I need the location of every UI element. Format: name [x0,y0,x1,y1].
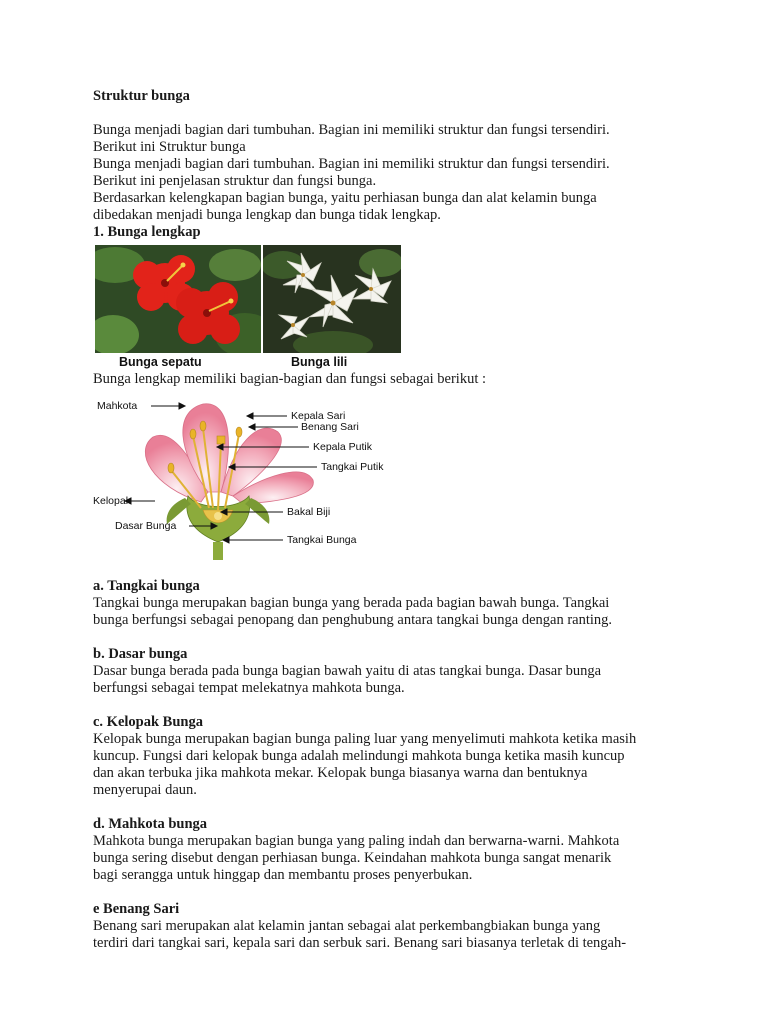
label-kepala-putik: Kepala Putik [313,441,372,453]
section-line: dan akan terbuka jika mahkota mekar. Kelopak bunga biasanya warna dan bentuknya [93,765,588,781]
hibiscus-photo [95,245,261,353]
section-heading: e Benang Sari [93,901,180,917]
lily-photo [263,245,401,353]
flower-photos [93,245,403,371]
intro-line: dibedakan menjadi bunga lengkap dan bunga tidak lengkap. [93,207,441,223]
section-line: bagi serangga untuk hinggap dan membantu proses penyerbukan. [93,867,473,883]
label-tangkai-putik: Tangkai Putik [321,461,384,473]
section-line: berfungsi sebagai tempat melekatnya mahkota bunga. [93,680,405,696]
section-heading: d. Mahkota bunga [93,816,208,832]
label-tangkai-bunga: Tangkai Bunga [287,534,357,546]
section-line: bunga sering disebut dengan perhiasan bunga. Keindahan mahkota bunga sangat menarik [93,850,612,866]
section-line: Dasar bunga berada pada bunga bagian bawah yaitu di atas tangkai bunga. Dasar bunga [93,663,602,679]
section-heading: b. Dasar bunga [93,646,188,662]
intro-line: Berikut ini Struktur bunga [93,139,246,155]
section-line: terdiri dari tangkai sari, kepala sari dan serbuk sari. Benang sari biasanya terletak di tengah- [93,935,627,951]
photo-caption-lily: Bunga lili [291,355,348,369]
section-line: kuncup. Fungsi dari kelopak bunga adalah melindungi mahkota bunga ketika masih kuncup [93,748,625,764]
section-heading-bunga-lengkap: 1. Bunga lengkap [93,224,201,240]
intro-line: Bunga menjadi bagian dari tumbuhan. Bagian ini memiliki struktur dan fungsi tersendiri. [93,156,610,172]
label-kepala-sari: Kepala Sari [291,410,346,422]
section-line: Mahkota bunga merupakan bagian bunga yang paling indah dan berwarna-warni. Mahkota [93,833,620,849]
label-kelopak: Kelopak [93,495,131,507]
section-heading: a. Tangkai bunga [93,578,200,594]
label-mahkota: Mahkota [97,400,138,412]
intro-line: Bunga menjadi bagian dari tumbuhan. Bagian ini memiliki struktur dan fungsi tersendiri. [93,122,610,138]
flower-structure-diagram [93,392,393,560]
section-line: bunga berfungsi sebagai penopang dan penghubung antara tangkai bunga dengan ranting. [93,612,613,628]
section-line: Tangkai bunga merupakan bagian bunga yang berada pada bagian bawah bunga. Tangkai [93,595,610,611]
document-title: Struktur bunga [93,88,190,104]
section-line: Benang sari merupakan alat kelamin jantan sebagai alat perkembangbiakan bunga yang [93,918,601,934]
diagram-intro: Bunga lengkap memiliki bagian-bagian dan fungsi sebagai berikut : [93,371,487,387]
label-dasar-bunga: Dasar Bunga [115,520,177,532]
label-bakal-biji: Bakal Biji [287,506,331,518]
label-benang-sari: Benang Sari [301,421,359,433]
section-line: menyerupai daun. [93,782,197,798]
section-line: Kelopak bunga merupakan bagian bunga paling luar yang menyelimuti mahkota ketika masih [93,731,637,747]
document-content [93,88,683,952]
intro-line: Berikut ini penjelasan struktur dan fungsi bunga. [93,173,377,189]
photo-caption-hibiscus: Bunga sepatu [119,355,202,369]
section-heading: c. Kelopak Bunga [93,714,203,730]
intro-line: Berdasarkan kelengkapan bagian bunga, yaitu perhiasan bunga dan alat kelamin bunga [93,190,597,206]
